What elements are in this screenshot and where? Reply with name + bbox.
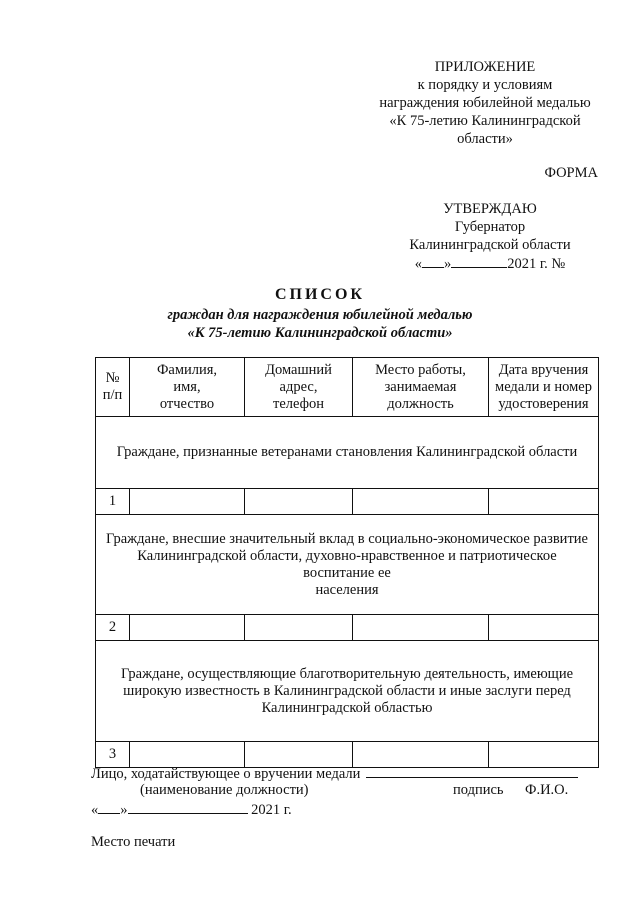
- header-name: Фамилия, имя, отчество: [130, 358, 245, 417]
- cell-award-date[interactable]: [489, 489, 599, 515]
- cell-address[interactable]: [245, 615, 353, 641]
- approval-date: « » 2021 г. №: [414, 256, 566, 272]
- section-row: [96, 515, 599, 615]
- month-blank[interactable]: [451, 254, 507, 268]
- petitioner-line: Лицо, ходатайствующее о вручении медали: [91, 764, 578, 783]
- row-number: 1: [96, 489, 130, 515]
- cell-address[interactable]: [245, 489, 353, 515]
- document-subtitle: граждан для награждения юбилейной медалью «К 75-летию Калининградской области»: [167, 307, 473, 341]
- table-row: [96, 615, 599, 641]
- appendix-line: области»: [457, 131, 513, 147]
- section-heading: Граждане, признанные ветеранами становления Калининградской области: [96, 417, 599, 489]
- cell-workplace[interactable]: [353, 615, 489, 641]
- day-blank[interactable]: [422, 254, 444, 268]
- row-number: 2: [96, 615, 130, 641]
- header-workplace: Место работы, занимаемая должность: [353, 358, 489, 417]
- day-blank[interactable]: [98, 800, 120, 814]
- appendix-line: награждения юбилейной медалью: [379, 95, 591, 111]
- sign-caption: подпись: [453, 782, 504, 798]
- cell-award-date[interactable]: [489, 615, 599, 641]
- header-number: № п/п: [96, 358, 130, 417]
- signature-captions: [140, 782, 600, 799]
- section-row: [96, 641, 599, 742]
- position-caption: (наименование должности): [140, 782, 309, 798]
- award-list-table: [95, 357, 599, 768]
- approval-position: Губернатор: [454, 219, 526, 235]
- appendix-title: ПРИЛОЖЕНИЕ: [434, 59, 536, 75]
- table-row: [96, 489, 599, 515]
- section-row: [96, 417, 599, 489]
- seal-place: Место печати: [91, 834, 176, 850]
- form-label: ФОРМА: [544, 165, 598, 181]
- petitioner-blank[interactable]: [366, 764, 578, 778]
- document-title: СПИСОК: [274, 286, 366, 303]
- section-heading: Граждане, осуществляющие благотворительную деятельность, имеющие широкую известность в Калининградской области и иные заслуги перед Калининградской областью: [96, 641, 599, 742]
- appendix-line: к порядку и условиям: [417, 77, 553, 93]
- appendix-block: [370, 58, 600, 148]
- approval-block: [385, 200, 595, 273]
- table-header-row: [96, 358, 599, 417]
- signature-date: « » 2021 г.: [91, 802, 292, 818]
- cell-name[interactable]: [130, 615, 245, 641]
- cell-workplace[interactable]: [353, 489, 489, 515]
- approval-title: УТВЕРЖДАЮ: [443, 201, 537, 217]
- row-number: 3: [96, 742, 130, 768]
- header-award-date: Дата вручения медали и номер удостоверения: [489, 358, 599, 417]
- approval-region: Калининградской области: [409, 237, 571, 253]
- cell-name[interactable]: [130, 489, 245, 515]
- month-blank[interactable]: [128, 800, 248, 814]
- fio-caption: Ф.И.О.: [525, 782, 569, 798]
- appendix-line: «К 75-летию Калининградской: [389, 113, 581, 129]
- section-heading: Граждане, внесшие значительный вклад в социально-экономическое развитие Калининградской области, духовно-нравственное и патриотическое воспитание ее населения: [96, 515, 599, 615]
- header-address: Домашний адрес, телефон: [245, 358, 353, 417]
